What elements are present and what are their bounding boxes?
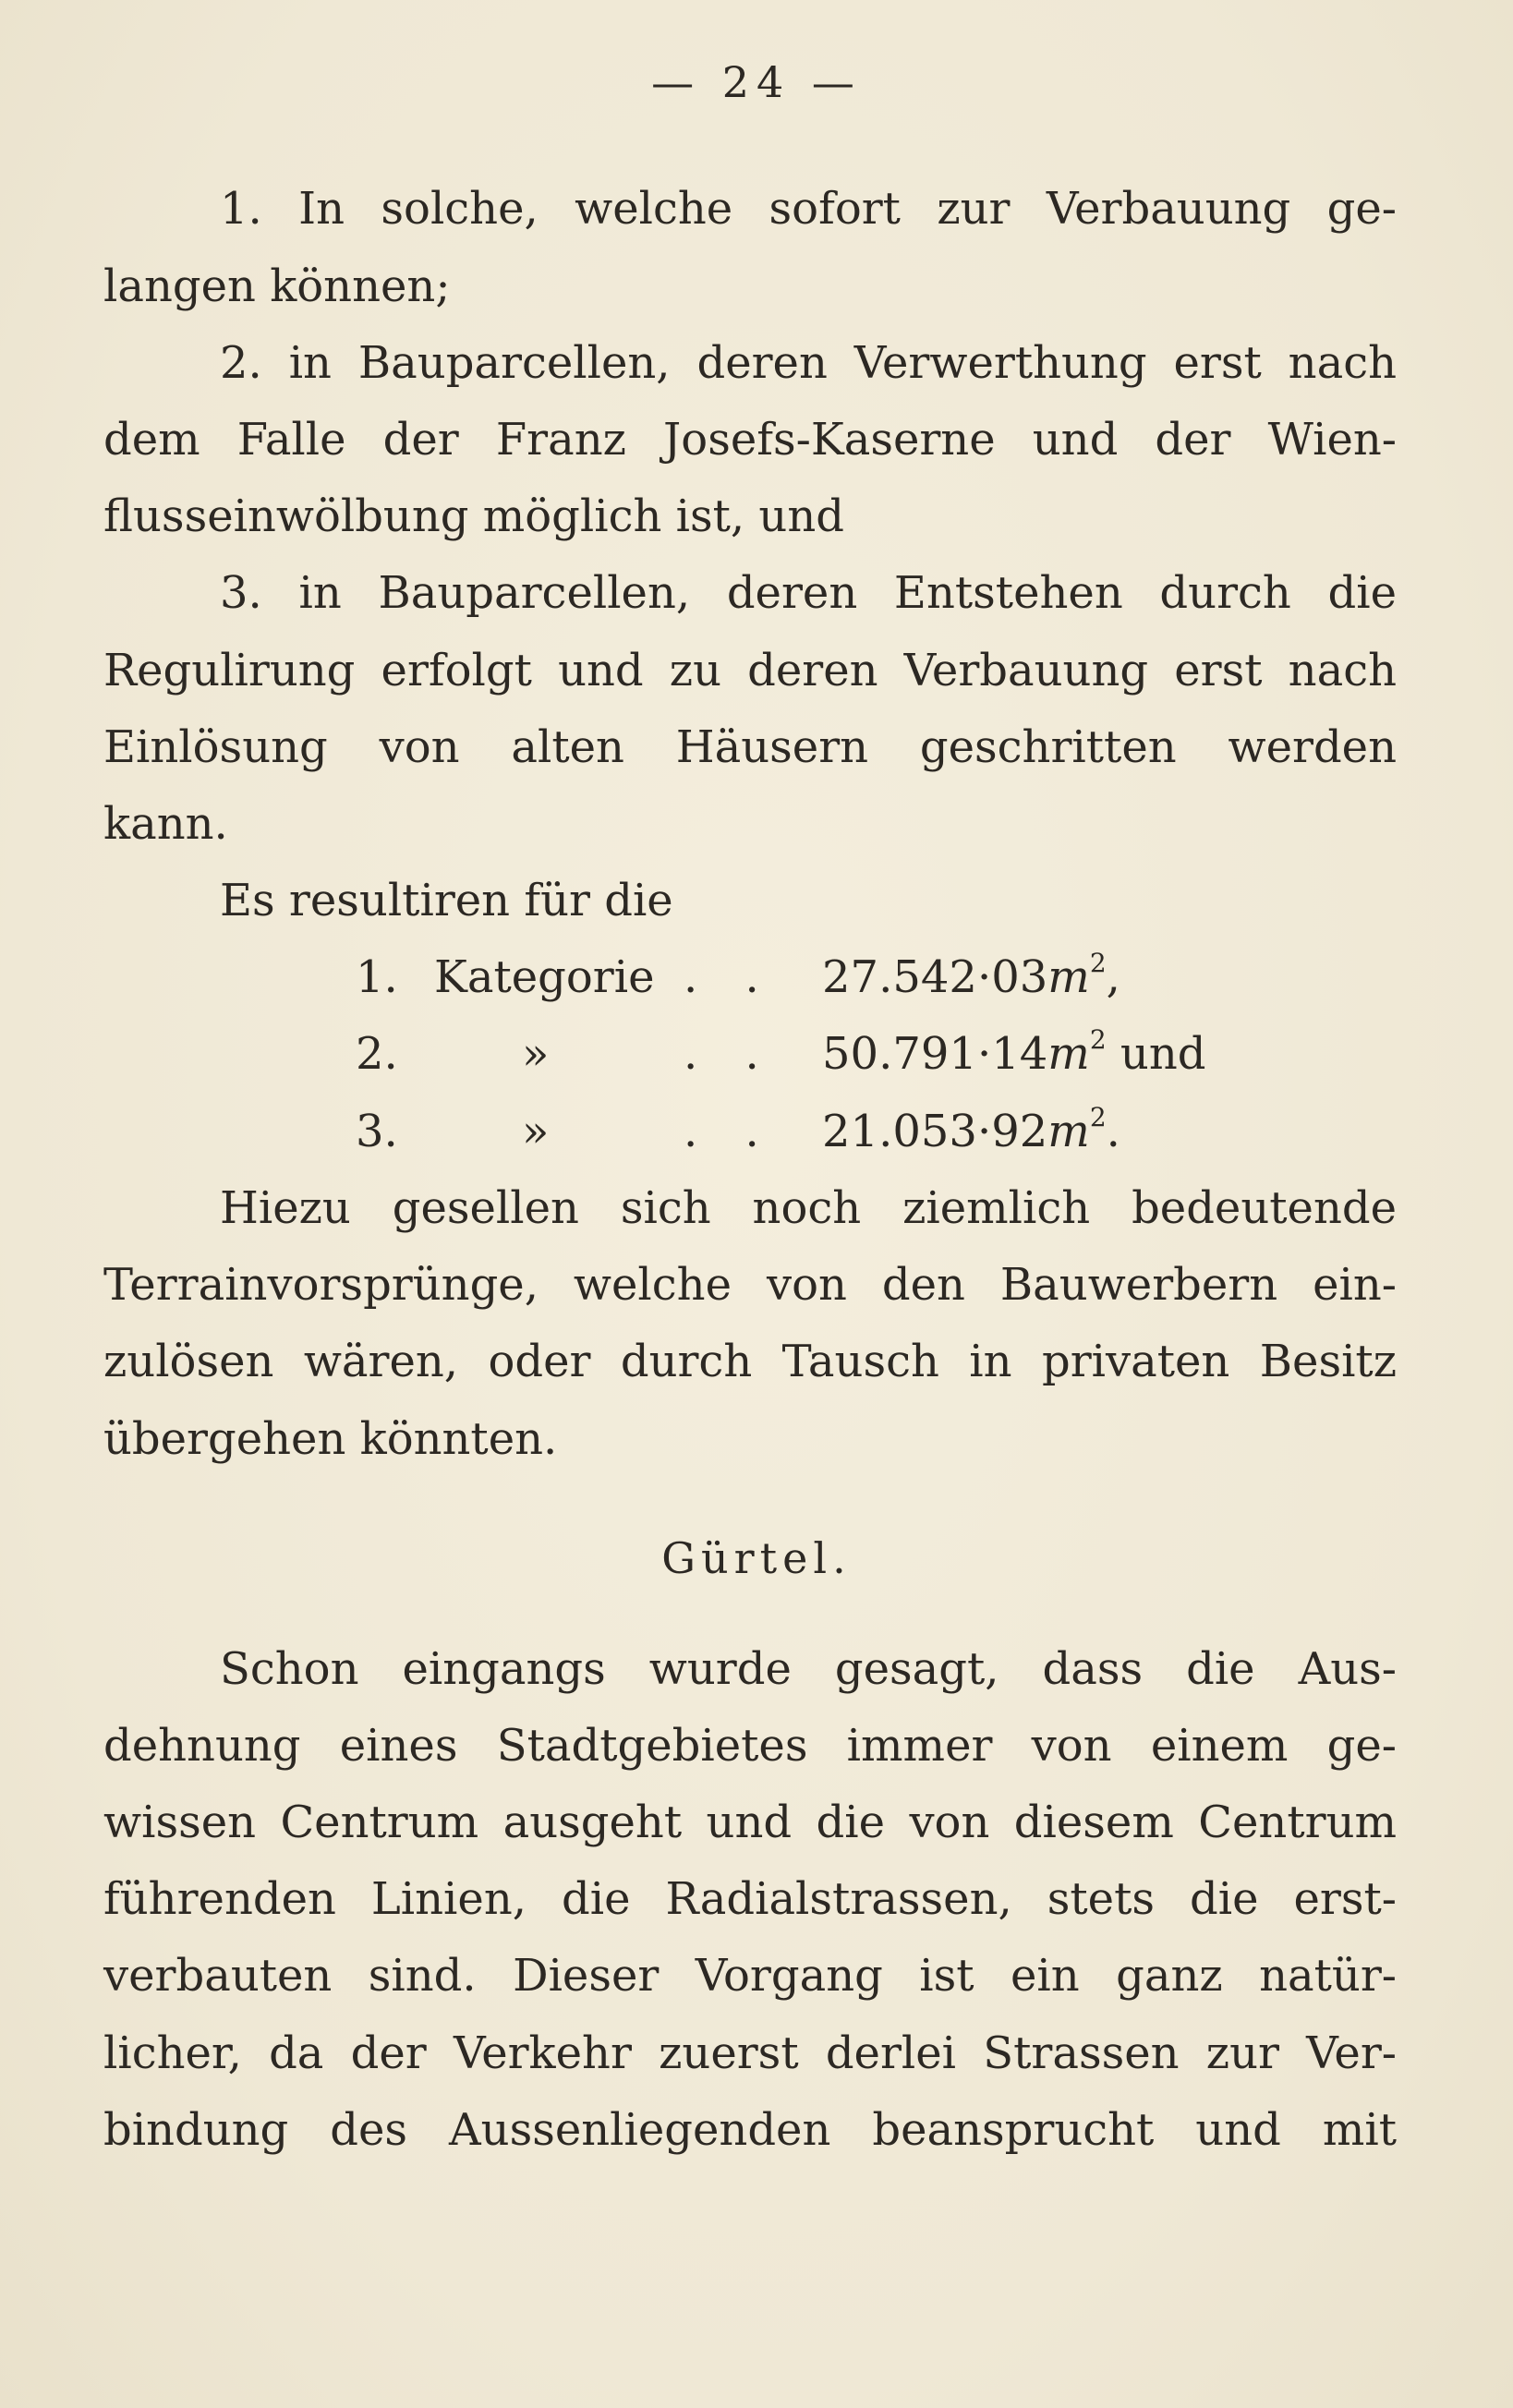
category-value: 27.542·03 (822, 951, 1048, 1003)
text-line: Regulirung erfolgt und zu deren Verbauung erst nach (103, 645, 1397, 696)
category-value-group (822, 1102, 1120, 1157)
text-line: licher, da der Verkehr zuerst derlei Strassen zur Ver- (103, 2027, 1397, 2079)
text-line: Schon eingangs wurde gesagt, dass die Aus- (220, 1643, 1397, 1695)
category-suffix: , (1106, 951, 1120, 1003)
text-line: bindung des Aussenliegenden beansprucht und mit (103, 2104, 1397, 2156)
text-line: Hiezu gesellen sich noch ziemlich bedeutende (220, 1182, 1397, 1234)
category-exponent: 2 (1089, 1102, 1107, 1132)
category-name: Kategorie (434, 951, 655, 1003)
category-exponent: 2 (1089, 948, 1107, 978)
text-line: wissen Centrum ausgeht und die von diesem Centrum (103, 1797, 1397, 1848)
results-intro: Es resultiren für die (220, 875, 673, 926)
text-line: 1. In solche, welche sofort zur Verbauung ge- (220, 183, 1397, 235)
category-dots: . . (684, 951, 776, 1003)
category-row (356, 1102, 1279, 1161)
text-line: verbauten sind. Dieser Vorgang ist ein ganz natür- (103, 1950, 1397, 2002)
text-line: kann. (103, 798, 228, 850)
category-number: 2. (356, 1028, 398, 1080)
text-line: dem Falle der Franz Josefs-Kaserne und der Wien- (103, 414, 1397, 466)
category-row (356, 1024, 1279, 1083)
category-unit: m (1047, 1028, 1090, 1080)
text-line: führenden Linien, die Radialstrassen, stets die erst- (103, 1873, 1397, 1925)
category-name: » (522, 1028, 550, 1080)
category-dots: . . (684, 1028, 776, 1080)
text-line: 3. in Bauparcellen, deren Entstehen durch die (220, 567, 1397, 619)
category-unit: m (1047, 951, 1090, 1003)
category-row (356, 948, 1279, 1007)
page-number: — 24 — (651, 57, 862, 107)
section-heading: Gürtel. (661, 1533, 852, 1583)
category-value-group (822, 948, 1120, 1003)
category-number: 3. (356, 1106, 398, 1157)
text-line: übergehen könnten. (103, 1413, 558, 1465)
text-line: 2. in Bauparcellen, deren Verwerthung erst nach (220, 337, 1397, 389)
text-line: dehnung eines Stadtgebietes immer von einem ge- (103, 1720, 1397, 1772)
text-line: Einlösung von alten Häusern geschritten werden (103, 721, 1397, 773)
text-line: zulösen wären, oder durch Tausch in privaten Besitz (103, 1336, 1397, 1387)
text-line: Terrainvorsprünge, welche von den Bauwerbern ein- (103, 1259, 1397, 1311)
category-name: » (522, 1106, 550, 1157)
category-number: 1. (356, 951, 398, 1003)
category-suffix: . (1106, 1106, 1120, 1157)
category-dots: . . (684, 1106, 776, 1157)
category-exponent: 2 (1089, 1024, 1107, 1055)
text-line: flusseinwölbung möglich ist, und (103, 490, 844, 542)
text-line: langen können; (103, 260, 451, 312)
category-value: 50.791·14 (822, 1028, 1048, 1080)
category-value: 21.053·92 (822, 1106, 1048, 1157)
category-suffix: und (1106, 1028, 1206, 1080)
category-unit: m (1047, 1106, 1090, 1157)
category-value-group (822, 1024, 1206, 1080)
